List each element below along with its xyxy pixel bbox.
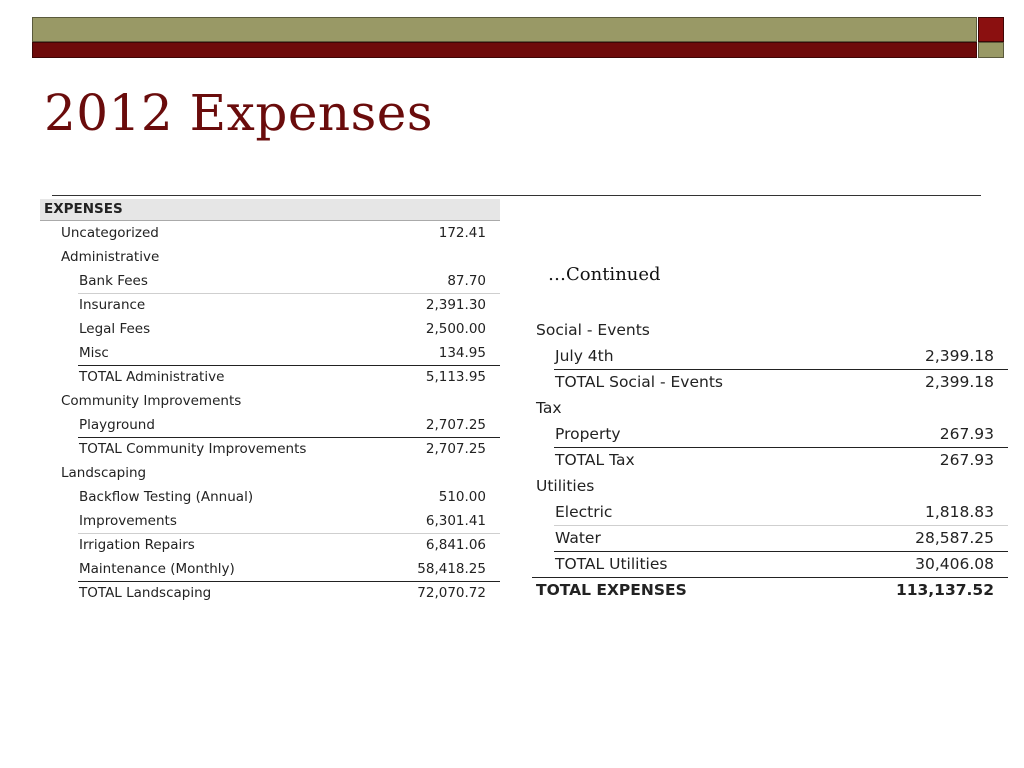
row-amount: 87.70: [447, 273, 486, 289]
table-row-grand-total: [532, 577, 1008, 603]
row-amount: 2,399.18: [924, 373, 994, 391]
table-row: [40, 317, 500, 341]
header-square-olive: [978, 42, 1004, 58]
title-divider: [52, 195, 981, 196]
row-amount: 113,137.52: [895, 581, 994, 599]
header-bar-maroon: [32, 42, 977, 58]
table-row-total: [40, 581, 500, 605]
row-amount: 28,587.25: [915, 529, 994, 547]
table-row: [532, 525, 1008, 551]
table-row-total: [532, 551, 1008, 577]
table-row: [40, 557, 500, 581]
row-amount: 2,391.30: [425, 297, 486, 313]
table-row-total: [532, 447, 1008, 473]
row-amount: 2,500.00: [425, 321, 486, 337]
row-label: TOTAL Tax: [555, 451, 635, 469]
table-row-total: [40, 365, 500, 389]
table-row: [40, 413, 500, 437]
row-amount: 2,399.18: [924, 347, 994, 365]
row-label: Landscaping: [61, 465, 147, 481]
row-amount: 267.93: [939, 451, 994, 469]
row-label: Uncategorized: [61, 225, 159, 241]
table-row: [40, 221, 500, 245]
row-amount: 510.00: [438, 489, 486, 505]
row-label: TOTAL Community Improvements: [79, 441, 307, 457]
row-label: Irrigation Repairs: [79, 537, 195, 553]
table-row: [532, 317, 1008, 343]
table-row: [40, 389, 500, 413]
row-amount: 5,113.95: [425, 369, 486, 385]
row-amount: 2,707.25: [425, 417, 486, 433]
table-row: [40, 533, 500, 557]
row-label: TOTAL Landscaping: [79, 585, 212, 601]
row-label: Water: [555, 529, 601, 547]
row-label: Electric: [555, 503, 613, 521]
row-amount: 134.95: [438, 345, 486, 361]
row-amount: 172.41: [438, 225, 486, 241]
row-label: Backflow Testing (Annual): [79, 489, 254, 505]
expenses-table-right: [532, 317, 1008, 603]
row-amount: 6,301.41: [425, 513, 486, 529]
table-row: [40, 485, 500, 509]
row-label: Property: [555, 425, 621, 443]
continued-label: …Continued: [548, 264, 661, 285]
row-label: TOTAL Administrative: [79, 369, 225, 385]
table-row: [40, 293, 500, 317]
table-row-total: [532, 369, 1008, 395]
row-amount: 267.93: [939, 425, 994, 443]
row-label: Bank Fees: [79, 273, 148, 289]
table-row: [40, 269, 500, 293]
table-row: [40, 245, 500, 269]
row-amount: 1,818.83: [924, 503, 994, 521]
table-row: [40, 461, 500, 485]
row-label: Maintenance (Monthly): [79, 561, 235, 577]
row-label: Misc: [79, 345, 109, 361]
row-amount: 6,841.06: [425, 537, 486, 553]
table-row: [40, 341, 500, 365]
row-label: TOTAL Utilities: [555, 555, 668, 573]
row-label: Administrative: [61, 249, 160, 265]
row-label: TOTAL Social - Events: [555, 373, 723, 391]
row-label: July 4th: [555, 347, 614, 365]
row-label: Utilities: [536, 477, 595, 495]
row-label: Insurance: [79, 297, 146, 313]
table-header: EXPENSES: [40, 199, 500, 221]
row-label: Community Improvements: [61, 393, 242, 409]
expenses-table-left: [40, 199, 500, 605]
row-amount: 30,406.08: [915, 555, 994, 573]
slide-title: 2012 Expenses: [44, 84, 434, 142]
table-row: [532, 421, 1008, 447]
row-amount: 2,707.25: [425, 441, 486, 457]
row-label: TOTAL EXPENSES: [536, 581, 687, 599]
row-label: Playground: [79, 417, 155, 433]
row-label: Social - Events: [536, 321, 650, 339]
row-label: Improvements: [79, 513, 177, 529]
table-row-total: [40, 437, 500, 461]
table-row: [532, 343, 1008, 369]
table-row: [532, 395, 1008, 421]
table-row: [532, 499, 1008, 525]
row-label: Legal Fees: [79, 321, 151, 337]
row-amount: 58,418.25: [417, 561, 486, 577]
row-label: Tax: [536, 399, 562, 417]
header-bar-olive: [32, 17, 977, 42]
header-square-maroon: [978, 17, 1004, 42]
table-row: [532, 473, 1008, 499]
row-amount: 72,070.72: [417, 585, 486, 601]
table-row: [40, 509, 500, 533]
